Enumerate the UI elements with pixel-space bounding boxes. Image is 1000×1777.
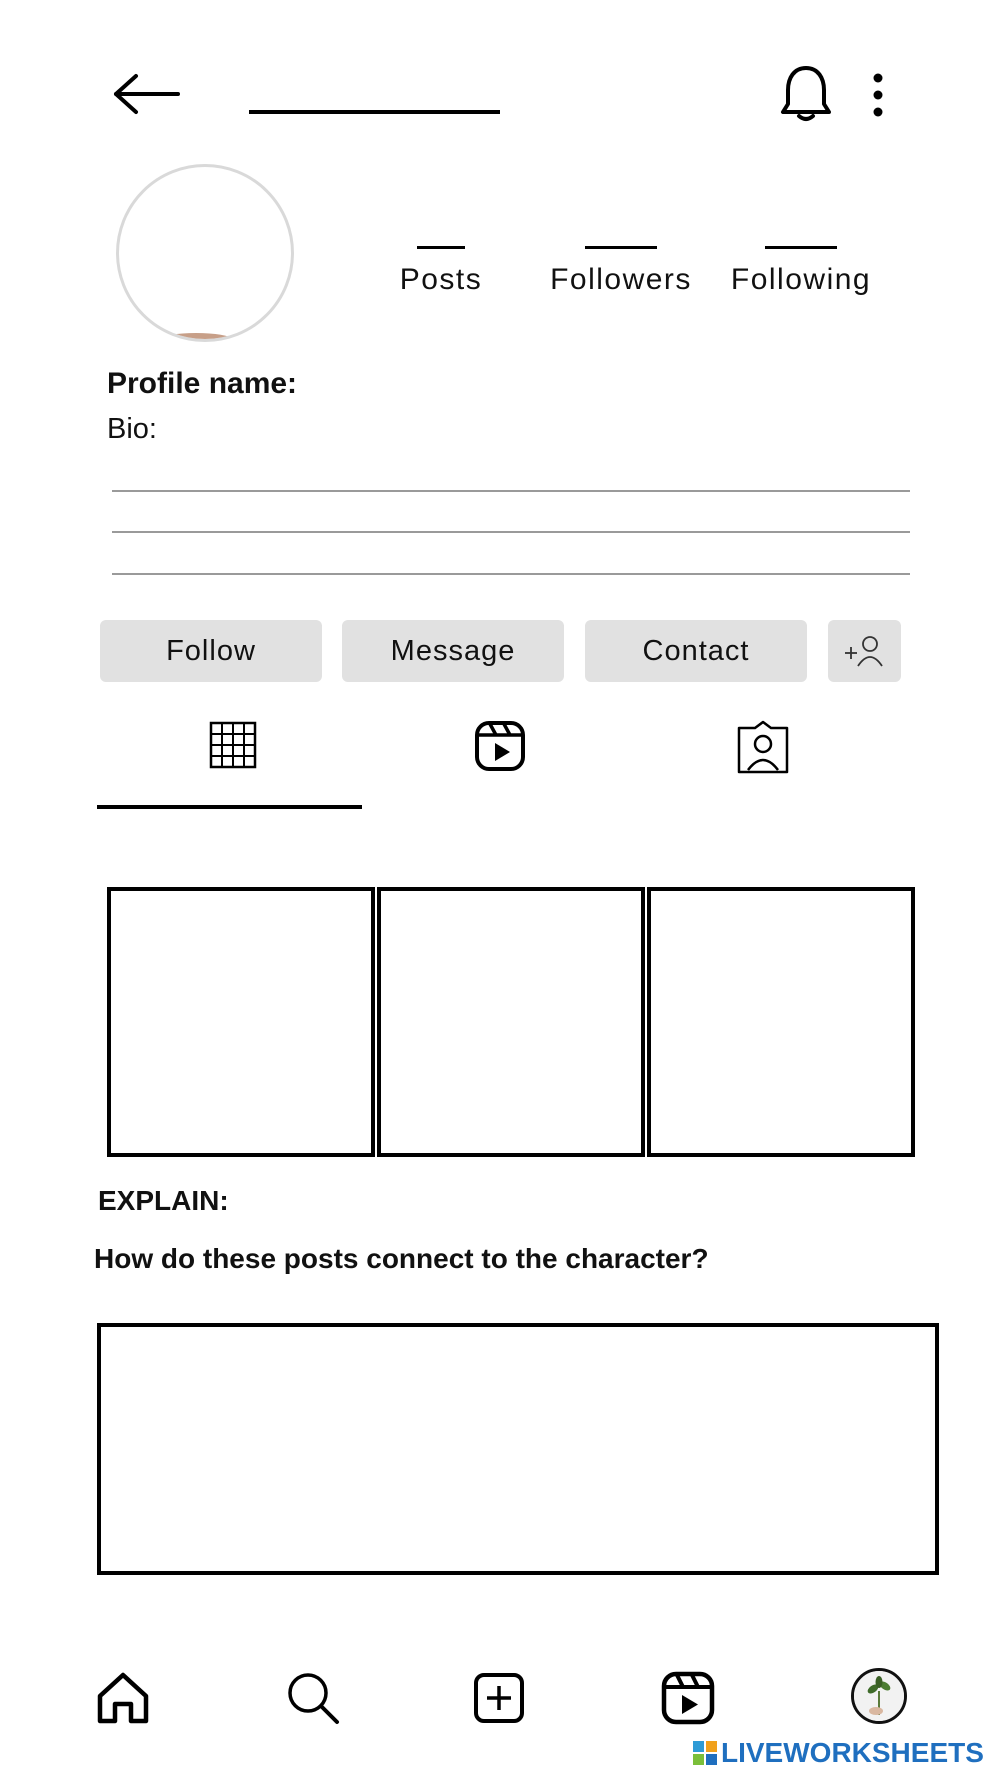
avatar-photo-edge: [161, 333, 231, 342]
stat-label: Followers: [550, 263, 692, 296]
post-tile[interactable]: [107, 887, 375, 1157]
bio-line[interactable]: [112, 531, 910, 533]
message-button[interactable]: Message: [342, 620, 564, 682]
home-icon[interactable]: [95, 1670, 151, 1726]
tagged-icon[interactable]: [733, 720, 793, 774]
more-vertical-icon[interactable]: [866, 72, 890, 118]
stat-following[interactable]: [716, 246, 886, 297]
follow-button[interactable]: Follow: [100, 620, 322, 682]
profile-nav-avatar[interactable]: [851, 1668, 907, 1724]
create-post-icon[interactable]: [471, 1670, 527, 1726]
add-user-button[interactable]: [828, 620, 901, 682]
bio-line[interactable]: [112, 490, 910, 492]
plant-photo-icon: [854, 1671, 904, 1721]
answer-box[interactable]: [97, 1323, 939, 1575]
contact-button[interactable]: Contact: [585, 620, 807, 682]
post-tile[interactable]: [647, 887, 915, 1157]
search-icon[interactable]: [285, 1670, 341, 1726]
posts-count-blank: [417, 246, 465, 249]
bell-icon[interactable]: [780, 64, 832, 122]
selected-tab-indicator: [97, 805, 362, 809]
question-text: How do these posts connect to the character?: [94, 1243, 709, 1274]
liveworksheets-logo-icon: [693, 1741, 717, 1765]
stat-followers[interactable]: [536, 246, 706, 297]
stat-label: Following: [730, 263, 872, 296]
profile-avatar[interactable]: [116, 164, 294, 342]
bio-label: Bio:: [107, 413, 157, 445]
reels-icon[interactable]: [660, 1670, 716, 1726]
bio-line[interactable]: [112, 573, 910, 575]
following-count-blank: [765, 246, 837, 249]
profile-name-label: Profile name:: [107, 367, 298, 400]
liveworksheets-watermark: [693, 1736, 984, 1770]
reels-tab-icon[interactable]: [470, 720, 530, 774]
explain-heading: EXPLAIN:: [98, 1185, 229, 1216]
stat-label: Posts: [399, 263, 483, 296]
watermark-text: LIVEWORKSHEETS: [721, 1737, 984, 1768]
username-blank: [249, 110, 500, 114]
back-arrow-icon[interactable]: [112, 72, 182, 116]
add-user-icon: [843, 633, 887, 669]
stat-posts[interactable]: [356, 246, 526, 297]
followers-count-blank: [585, 246, 657, 249]
post-tile[interactable]: [377, 887, 645, 1157]
grid-icon[interactable]: [204, 720, 264, 774]
